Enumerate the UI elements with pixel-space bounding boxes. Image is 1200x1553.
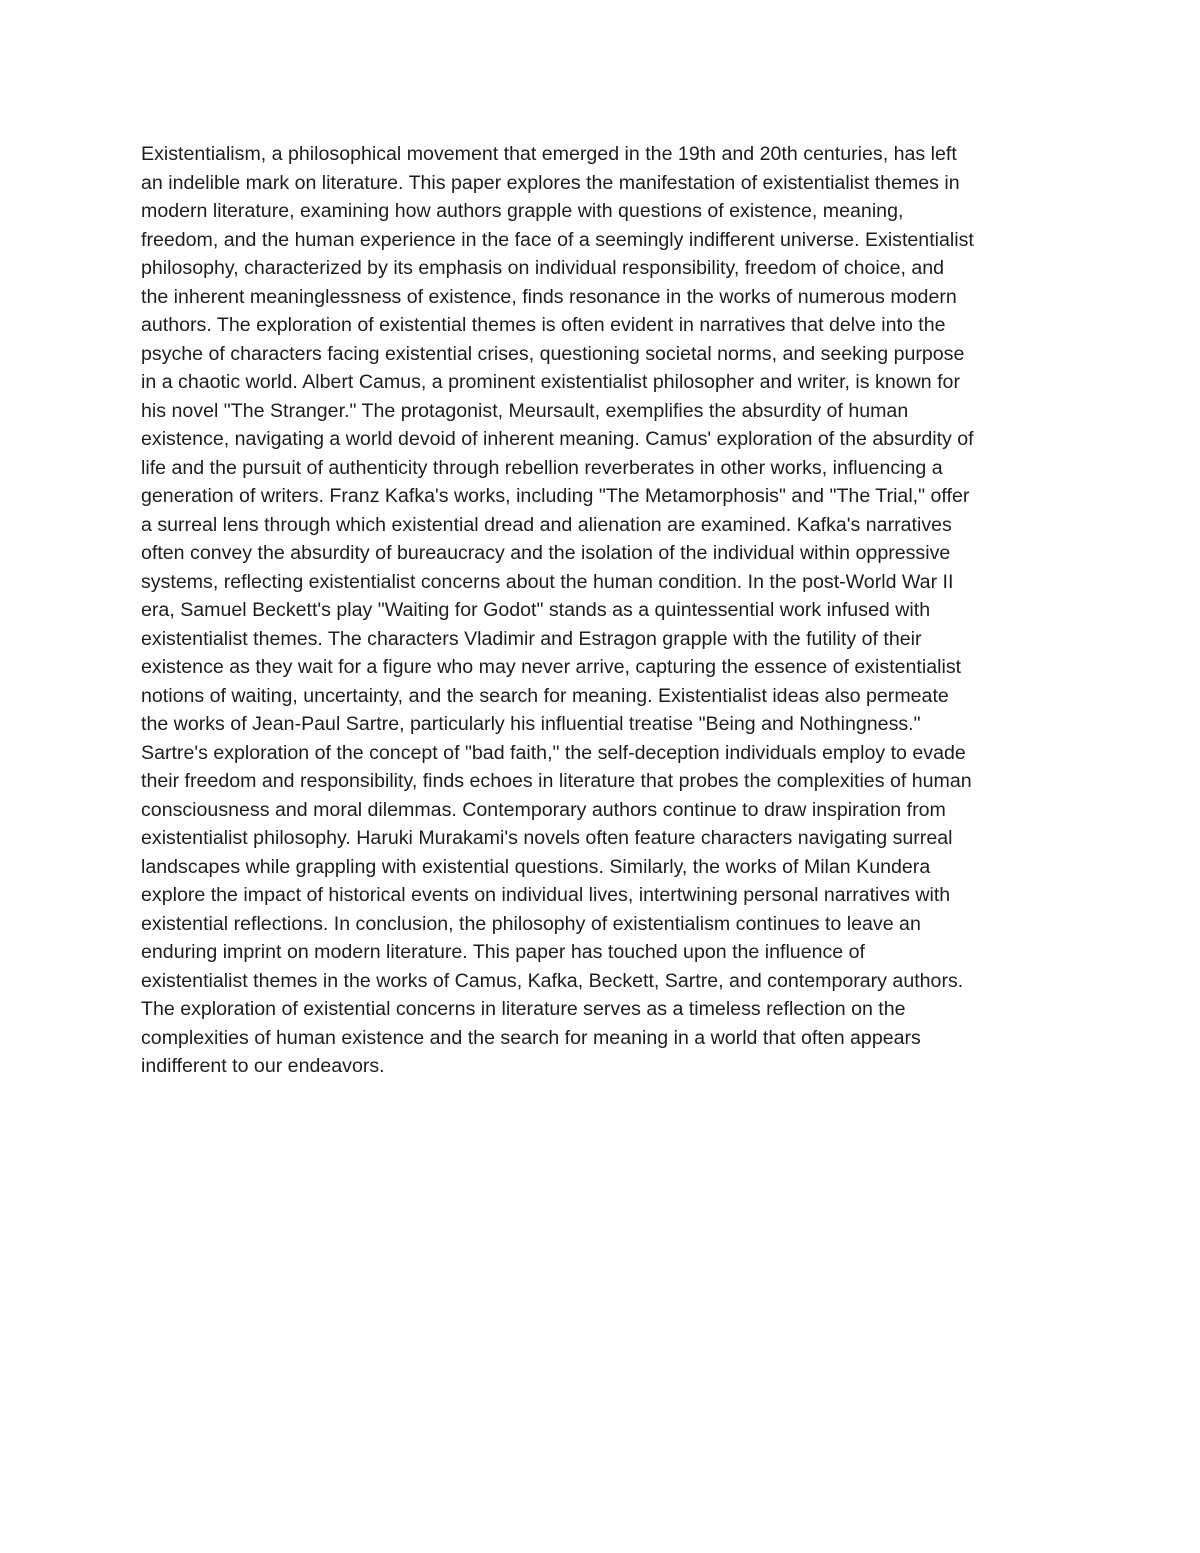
- paragraph-line: systems, reflecting existentialist concerns about the human condition. In the post-World War II: [141, 570, 954, 593]
- paragraph-line: existentialist themes. The characters Vladimir and Estragon grapple with the futility of their: [141, 627, 922, 650]
- paragraph-line: generation of writers. Franz Kafka's works, including "The Metamorphosis" and "The Trial," offer: [141, 485, 970, 507]
- paragraph-line: explore the impact of historical events on individual lives, intertwining personal narratives with: [141, 884, 951, 906]
- paragraph-line: a surreal lens through which existential dread and alienation are examined. Kafka's narratives: [141, 513, 952, 536]
- paragraph-line: existence, navigating a world devoid of inherent meaning. Camus' exploration of the absurdity of: [141, 428, 974, 450]
- paragraph-line: an indelible mark on literature. This paper explores the manifestation of existentialist themes in: [141, 171, 960, 194]
- paragraph-line: existentialist philosophy. Haruki Murakami's novels often feature characters navigating surreal: [141, 827, 953, 849]
- paragraph-line: existential reflections. In conclusion, the philosophy of existentialism continues to leave an: [141, 912, 921, 935]
- paragraph-line: The exploration of existential concerns in literature serves as a timeless reflection on the: [141, 998, 906, 1020]
- paragraph-line: the works of Jean-Paul Sartre, particularly his influential treatise "Being and Nothingness.": [141, 713, 921, 735]
- paragraph-line: their freedom and responsibility, finds echoes in literature that probes the complexities of human: [141, 770, 972, 792]
- paragraph-line: Existentialism, a philosophical movement that emerged in the 19th and 20th centuries, has left: [141, 143, 957, 165]
- paragraph-line: his novel "The Stranger." The protagonist, Meursault, exemplifies the absurdity of human: [141, 399, 909, 422]
- paragraph-line: often convey the absurdity of bureaucracy and the isolation of the individual within oppressive: [141, 542, 951, 564]
- paragraph-line: consciousness and moral dilemmas. Contemporary authors continue to draw inspiration from: [141, 798, 946, 821]
- paragraph-line: Sartre's exploration of the concept of "bad faith," the self-deception individuals employ to evade: [141, 741, 966, 764]
- paragraph-line: life and the pursuit of authenticity through rebellion reverberates in other works, influencing a: [141, 456, 943, 479]
- paragraph-line: psyche of characters facing existential crises, questioning societal norms, and seeking purpose: [141, 342, 965, 365]
- body-paragraph: [141, 140, 1076, 1081]
- paragraph-line: indifferent to our endeavors.: [141, 1055, 385, 1077]
- paragraph-line: existentialist themes in the works of Camus, Kafka, Beckett, Sartre, and contemporary authors.: [141, 969, 964, 992]
- paragraph-line: modern literature, examining how authors grapple with questions of existence, meaning,: [141, 200, 904, 222]
- paragraph-line: the inherent meaninglessness of existence, finds resonance in the works of numerous modern: [141, 285, 957, 308]
- paragraph-line: existence as they wait for a figure who may never arrive, capturing the essence of existentialist: [141, 656, 962, 678]
- paragraph-line: enduring imprint on modern literature. This paper has touched upon the influence of: [141, 941, 865, 963]
- paragraph-line: complexities of human existence and the search for meaning in a world that often appears: [141, 1026, 921, 1049]
- paragraph-line: authors. The exploration of existential themes is often evident in narratives that delve into the: [141, 314, 946, 336]
- paragraph-line: freedom, and the human experience in the face of a seemingly indifferent universe. Existentialist: [141, 228, 974, 251]
- paragraph-line: philosophy, characterized by its emphasis on individual responsibility, freedom of choice, and: [141, 257, 945, 279]
- paragraph-line: landscapes while grappling with existential questions. Similarly, the works of Milan Kundera: [141, 855, 931, 878]
- paragraph-line: in a chaotic world. Albert Camus, a prominent existentialist philosopher and writer, is known for: [141, 371, 960, 393]
- paragraph-line: era, Samuel Beckett's play "Waiting for Godot" stands as a quintessential work infused with: [141, 599, 931, 621]
- paragraph-line: notions of waiting, uncertainty, and the search for meaning. Existentialist ideas also permeate: [141, 684, 949, 707]
